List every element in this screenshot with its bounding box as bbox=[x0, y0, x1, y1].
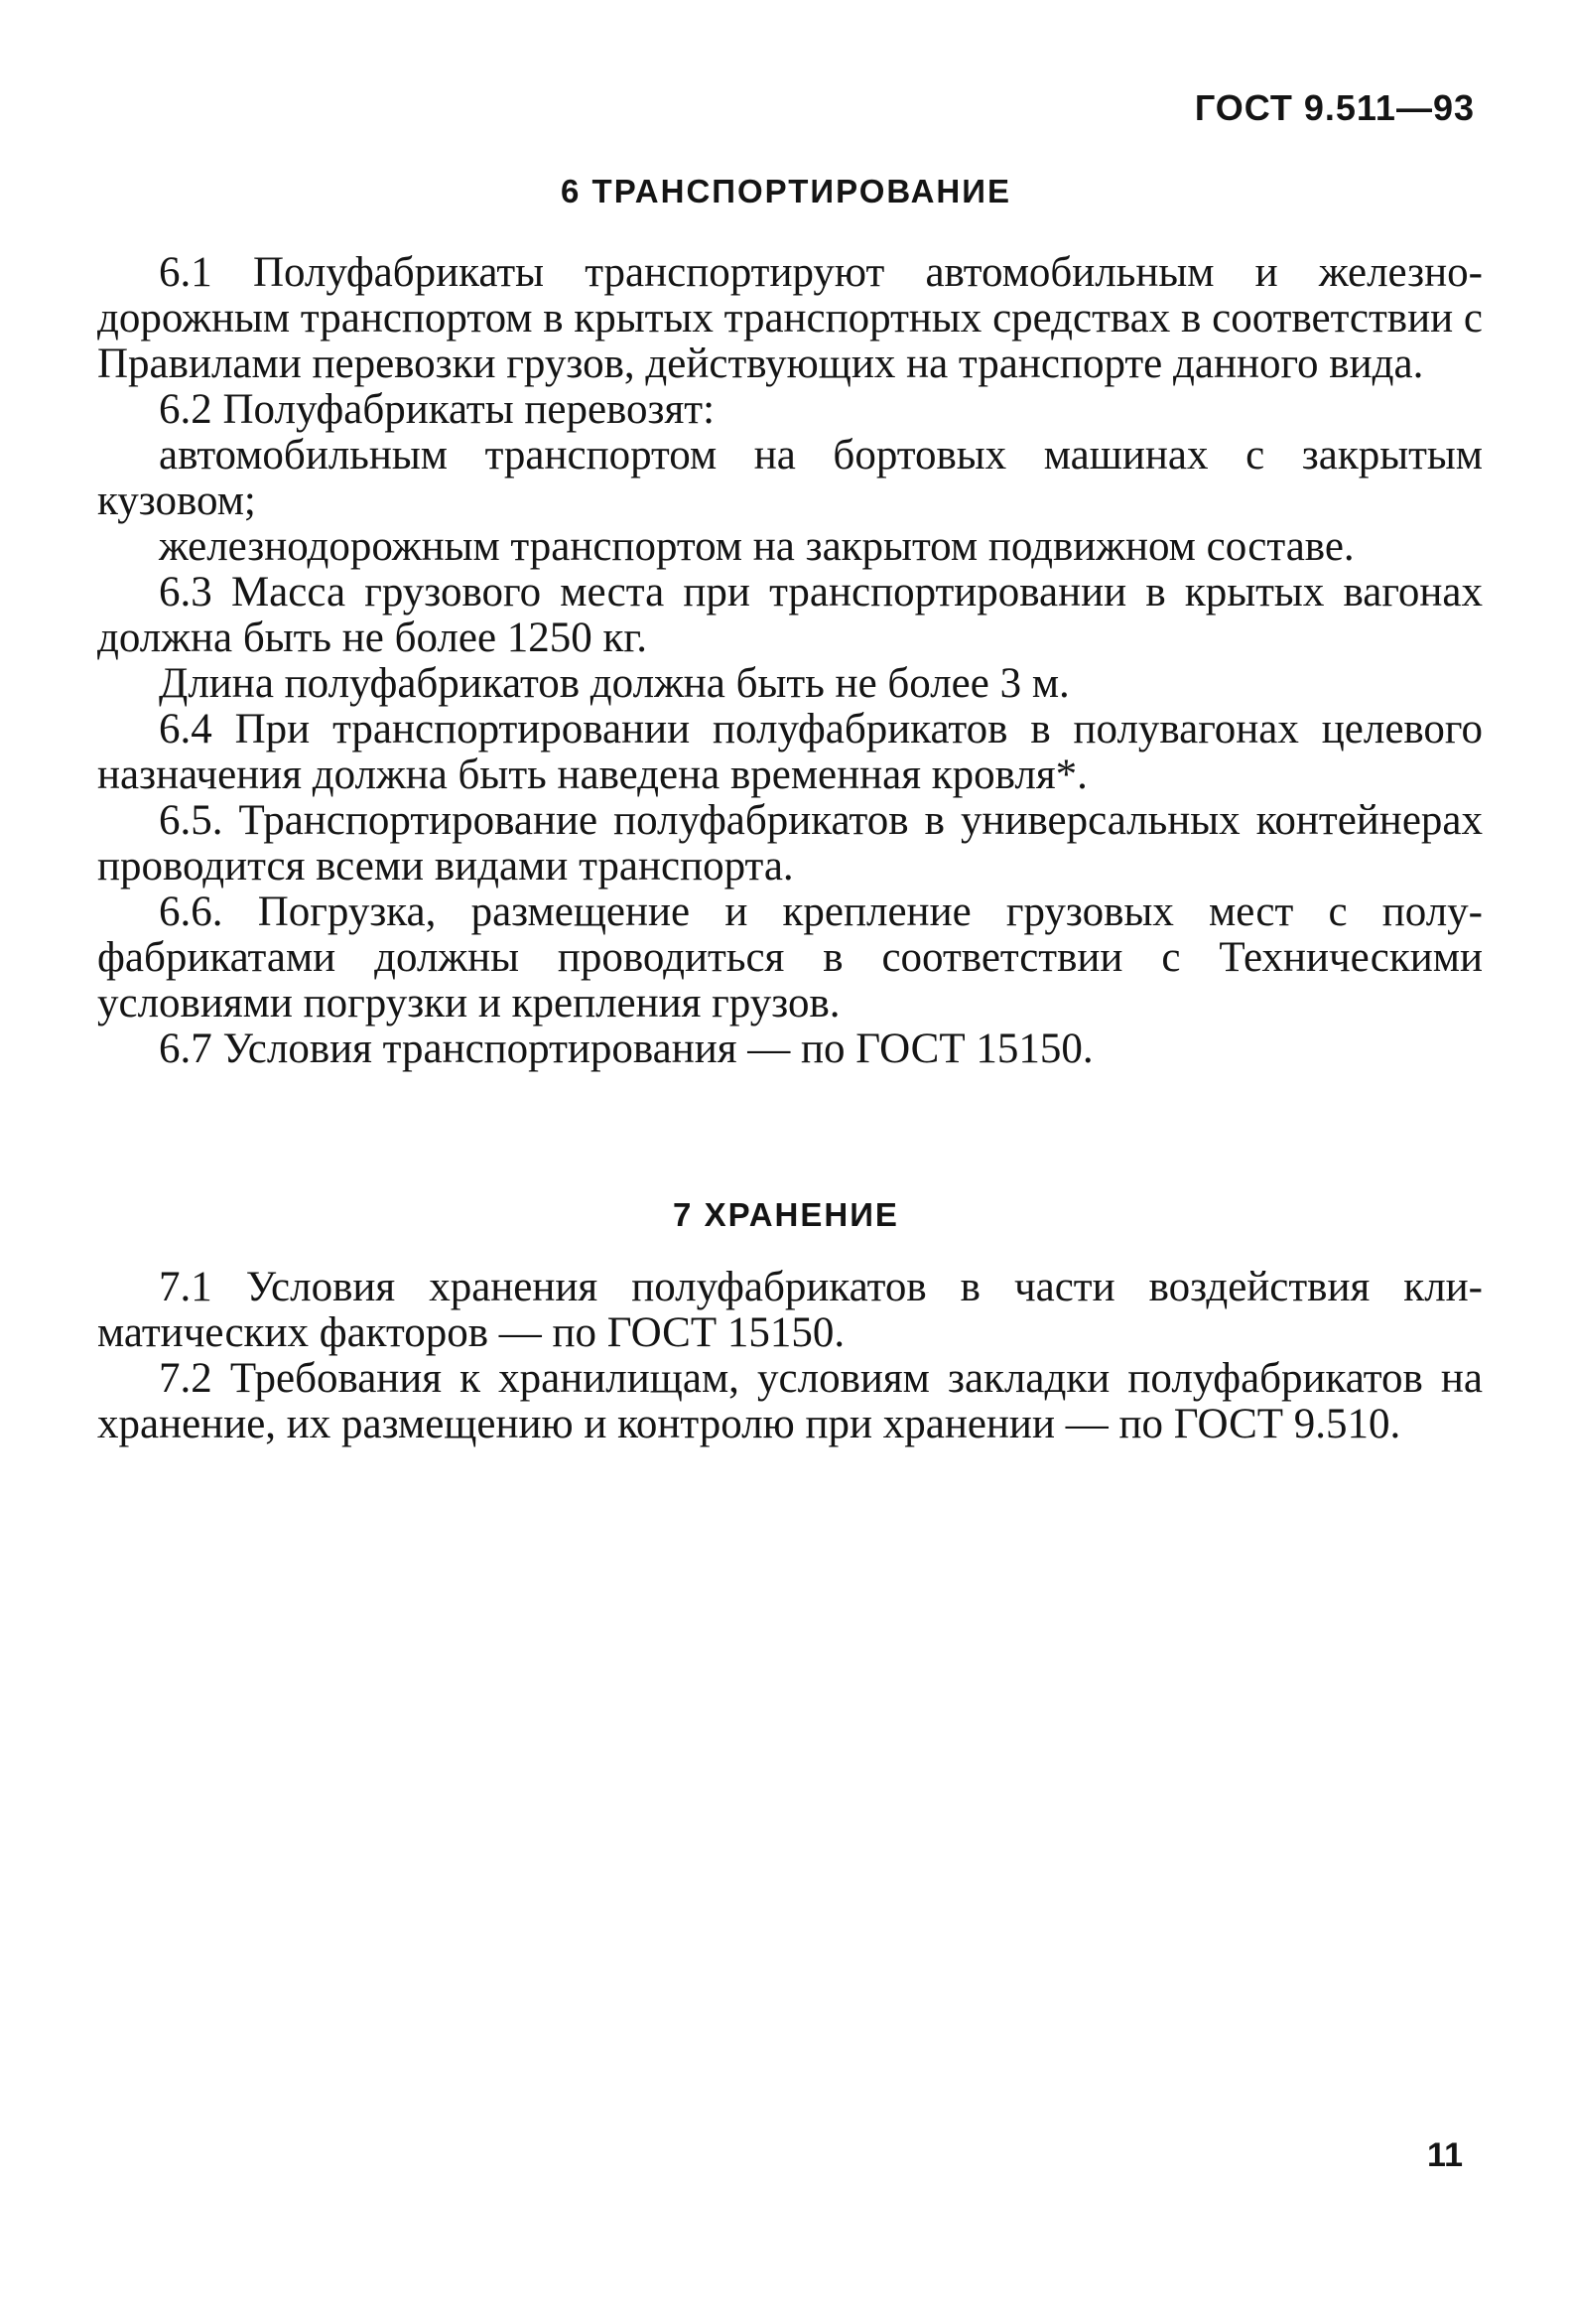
document-code: ГОСТ 9.511—93 bbox=[1194, 87, 1475, 128]
paragraph-6-7: 6.7 Условия транспортирования — по ГОСТ 15150. bbox=[159, 1025, 1094, 1072]
paragraph-6-2-rail: железнодорожным транспортом на закрытом подвижном составе. bbox=[159, 523, 1355, 570]
paragraph-6-3-length: Длина полуфабрикатов должна быть не более 3 м. bbox=[159, 660, 1070, 707]
section-heading-transport: 6 ТРАНСПОРТИРОВАНИЕ bbox=[561, 173, 1011, 209]
paragraph-6-1: 6.1 Полуфабрикаты транспортируют автомобильным и железнодорожным транспортом в крытых транспортных средствах в соответствии с Правилами перевозки грузов, действующих на транспорте данного вида. bbox=[97, 249, 1483, 387]
section-storage-body bbox=[97, 1265, 1483, 1447]
paragraph-7-1: 7.1 Условия хранения полуфабрикатов в части воздействия климатических факторов — по ГОСТ 15150. bbox=[97, 1264, 1483, 1356]
paragraph-6-5: 6.5. Транспортирование полуфабрикатов в универсальных контейнерах проводится всеми видами транспорта. bbox=[97, 797, 1483, 889]
section-heading-storage: 7 ХРАНЕНИЕ bbox=[673, 1196, 899, 1233]
section-transport-body bbox=[97, 250, 1483, 1072]
paragraph-6-3: 6.3 Масса грузового места при транспортировании в крытых вагонах должна быть не более 1250 кг. bbox=[97, 569, 1483, 661]
page-number: 11 bbox=[1427, 2136, 1463, 2174]
paragraph-6-4: 6.4 При транспортировании полуфабрикатов в полувагонах целевого назначения должна быть наведена временная кровля*. bbox=[97, 706, 1483, 798]
paragraph-6-2: 6.2 Полуфабрикаты перевозят: bbox=[159, 386, 716, 433]
paragraph-6-2-auto: автомобильным транспортом на бортовых машинах с закрытым кузовом; bbox=[97, 432, 1483, 524]
paragraph-7-2: 7.2 Требования к хранилищам, условиям закладки полуфабрикатов на хранение, их размещению и контролю при хранении — по ГОСТ 9.510. bbox=[97, 1355, 1483, 1447]
paragraph-6-6: 6.6. Погрузка, размещение и крепление грузовых мест с полуфабрикатами должны проводиться в соответствии с Техническими условиями погрузки и крепления грузов. bbox=[97, 889, 1483, 1026]
